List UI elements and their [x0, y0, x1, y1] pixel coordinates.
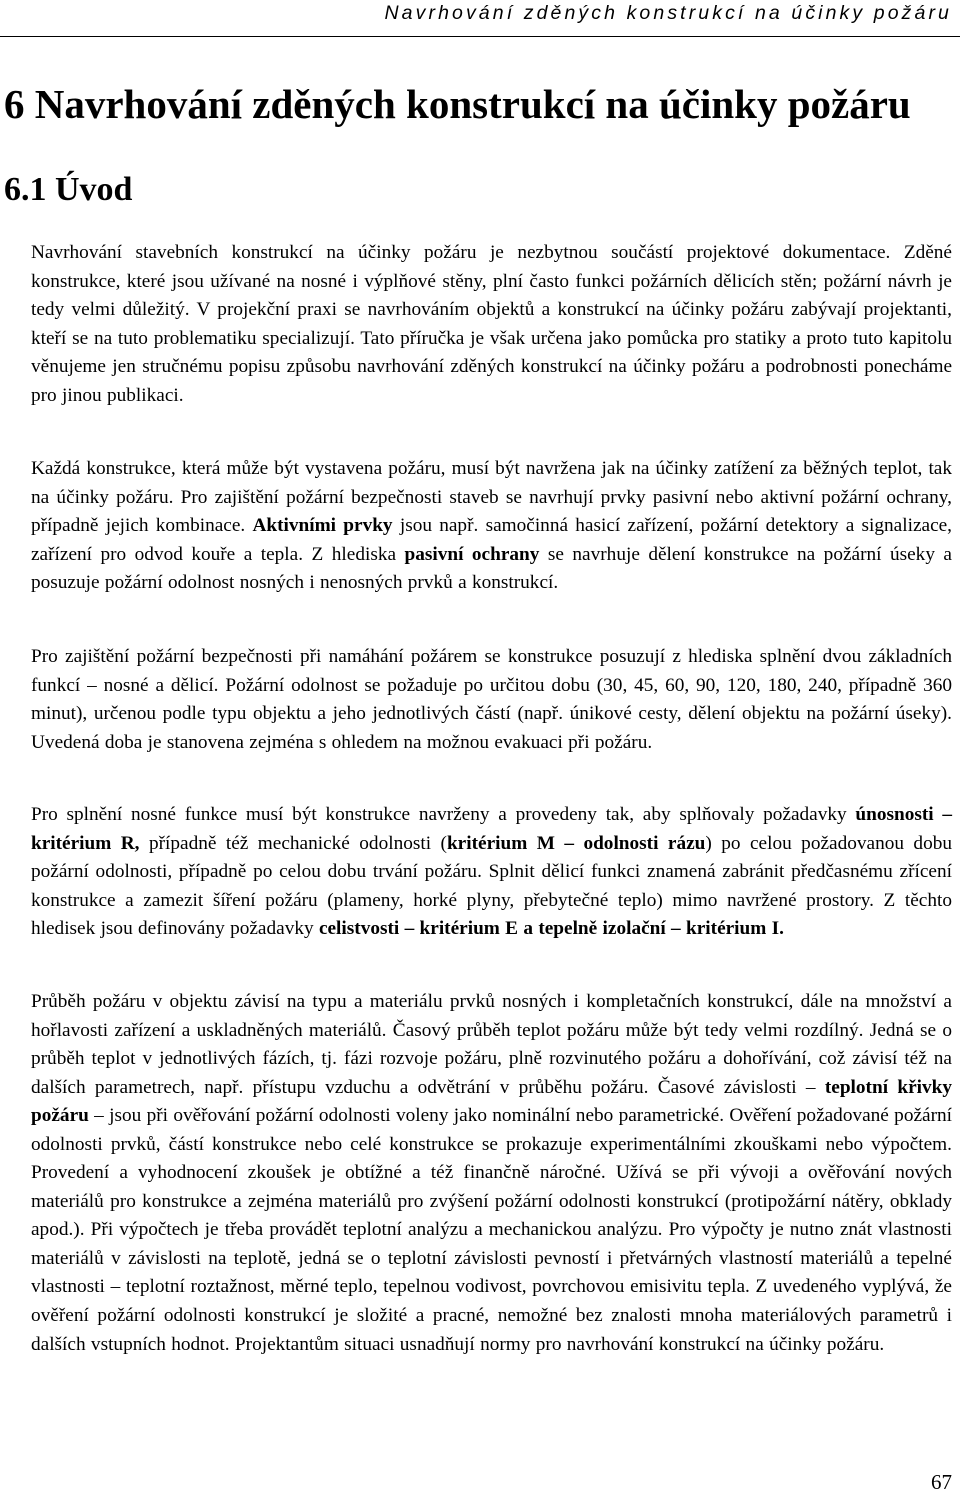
- paragraph-intro: Navrhování stavebních konstrukcí na účinky požáru je nezbytnou součástí projektové dokumentace. Zděné konstrukce, které jsou užívané na nosné i výplňové stěny, plní často funkci požárních dělicích stěn; požární návrh je tedy velmi důležitý. V projekční praxi se navrhováním objektů a konstrukcí na účinky požáru zabývají projektanti, kteří se na tuto problematiku specializují. Tato příručka je však určena jako pomůcka pro statiky a proto tuto kapitolu věnujeme jen stručnému popisu způsobu navrhování zděných konstrukcí na účinky požáru a podrobnosti ponecháme pro jinou publikaci.: [31, 242, 952, 406]
- emphasis-criterion-m: kritérium M – odolnosti rázu: [446, 832, 706, 854]
- emphasis-active-elements: Aktivními prvky: [252, 515, 393, 537]
- paragraph-fire-resistance: Pro zajištění požární bezpečnosti při namáhání požárem se konstrukce posuzují z hlediska splnění dvou základních funkcí – nosné a dělicí. Požární odolnost se požaduje po určitou dobu (30, 45, 60, 90, 120, 180, 240, případně 360 minut), určenou podle typu objektu a jeho jednotlivých částí (např. únikové cesty, dělení objektu na požární úseky). Uvedená doba je stanovena zejména s ohledem na možnou evakuaci při požáru.: [31, 646, 952, 753]
- text-run: jsou např. samočinná hasicí zařízení, požární detektory a signalizace, zařízení pro odvod kouře a tepla. Z hlediska: [31, 515, 953, 565]
- chapter-title: 6 Navrhování zděných konstrukcí na účinky požáru: [4, 81, 911, 127]
- text-run: – jsou při ověřování požární odolnosti voleny jako nominální nebo parametrické. Ověření požadované požární odolnosti prvků, částí konstrukce nebo celé konstrukce se prokazuje experimentálními zkouškami nebo výpočtem. Provedení a vyhodnocení zkoušek je obtížné a též finančně náročné. Užívá se při vývoji a ověřování nových materiálů pro konstrukce a zejména materiálů pro zvýšení požární odolnosti konstrukcí (protipožární nátěry, obklady apod.). Při výpočtech je třeba provádět teplotní analýzu a mechanickou analýzu. Pro výpočty je nutno znát vlastnosti materiálů v závislosti na teplotě, jedná se o teplotní závislosti pevností i přetvárných vlastností materiálů a tepelné vlastnosti – teplotní roztažnost, měrné teplo, tepelnou vodivost, povrchovou emisivitu tepla. Z uvedeného vyplývá, že ověření požární odolnosti konstrukcí je složité a pracné, nemožné bez znalosti mnoha materiálových parametrů i dalších vstupních hodnot. Projektantům situaci usnadňují normy pro navrhování konstrukcí na účinky požáru.: [31, 1105, 952, 1355]
- section-title: 6.1 Úvod: [4, 171, 133, 208]
- text-run: případně též mechanické odolnosti (: [139, 832, 447, 854]
- emphasis-passive-protection: pasivní ochrany: [404, 543, 540, 565]
- paragraph-fire-protection: [31, 455, 952, 598]
- paragraph-criteria: [31, 801, 952, 944]
- emphasis-criterion-r: únosnosti – kritérium R,: [31, 804, 952, 854]
- text-run: ) po celou požadovanou dobu požární odolnosti, případně po celou dobu trvání požáru. Splnit dělicí funkci znamená zabránit předčasnému zřícení konstrukce a zamezit šíření požáru (plameny, horké plyny, přebytečné teplo) mimo navržené prostory. Z těchto hledisek jsou definovány požadavky: [31, 832, 952, 940]
- running-header: Navrhování zděných konstrukcí na účinky požáru: [384, 2, 952, 24]
- emphasis-fire-curves: teplotní křivky požáru: [31, 1076, 952, 1127]
- header-rule: [0, 36, 960, 37]
- text-run: se navrhuje dělení konstrukce na požární úseky a posuzuje požární odolnost nosných i nenosných prvků a konstrukcí.: [31, 543, 952, 594]
- emphasis-criterion-e-i: celistvosti – kritérium E a tepelně izolační – kritérium I.: [318, 918, 784, 940]
- paragraph-fire-course: [31, 988, 952, 1359]
- text-run: Každá konstrukce, která může být vystavena požáru, musí být navržena jak na účinky zatížení za běžných teplot, tak na účinky požáru. Pro zajištění požární bezpečnosti staveb se navrhují prvky pasivní nebo aktivní požární ochrany, případně jejich kombinace.: [31, 458, 952, 537]
- text-run: Pro splnění nosné funkce musí být konstrukce navrženy a provedeny tak, aby splňovaly požadavky: [31, 804, 856, 825]
- page-number: 67: [931, 1470, 952, 1494]
- text-run: Průběh požáru v objektu závisí na typu a materiálu prvků nosných i kompletačních konstrukcí, dále na množství a hořlavosti zařízení a uskladněných materiálů. Časový průběh teplot požáru může být tedy velmi rozdílný. Jedná se o průběh teplot v jednotlivých fázích, tj. fázi rozvoje požáru, plně rozvinutého požáru a dohořívání, což závisí též na dalších parametrech, např. přístupu vzduchu a odvětrání v průběhu požáru. Časové závislosti –: [31, 991, 952, 1098]
